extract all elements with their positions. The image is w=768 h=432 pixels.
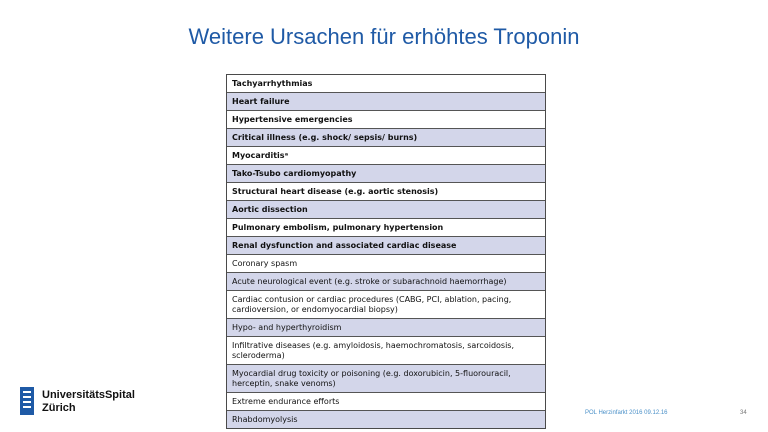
footer-text: POL Herzinfarkt 2016 09.12.16 (585, 410, 668, 416)
slide-title: Weitere Ursachen für erhöhtes Troponin (188, 24, 580, 49)
table-row: Hypertensive emergencies (227, 111, 545, 129)
causes-table (226, 74, 546, 429)
page-number: 34 (740, 410, 747, 416)
table-row: Tachyarrhythmias (227, 75, 545, 93)
table-row: Cardiac contusion or cardiac procedures (CABG, PCI, ablation, pacing, cardioversion, or endomyocardial biopsy) (227, 291, 545, 319)
hospital-logo (20, 387, 160, 419)
table-row: Tako-Tsubo cardiomyopathy (227, 165, 545, 183)
table-row: Myocardial drug toxicity or poisoning (e.g. doxorubicin, 5-fluorouracil, herceptin, snake venoms) (227, 365, 545, 393)
logo-line-2: Zürich (42, 402, 76, 414)
table-row: Extreme endurance efforts (227, 393, 545, 411)
table-row: Renal dysfunction and associated cardiac disease (227, 237, 545, 255)
table-row: Heart failure (227, 93, 545, 111)
table-row: Structural heart disease (e.g. aortic stenosis) (227, 183, 545, 201)
university-hospital-logo-icon (20, 387, 34, 415)
table-row: Critical illness (e.g. shock/ sepsis/ burns) (227, 129, 545, 147)
table-row: Aortic dissection (227, 201, 545, 219)
table-row: Infiltrative diseases (e.g. amyloidosis, haemochromatosis, sarcoidosis, scleroderma) (227, 337, 545, 365)
table-row: Hypo- and hyperthyroidism (227, 319, 545, 337)
table-row: Acute neurological event (e.g. stroke or subarachnoid haemorrhage) (227, 273, 545, 291)
table-row: Rhabdomyolysis (227, 411, 545, 428)
logo-line-1: UniversitätsSpital (42, 389, 135, 401)
table-row: Myocarditisᵃ (227, 147, 545, 165)
table-row: Pulmonary embolism, pulmonary hypertension (227, 219, 545, 237)
table-row: Coronary spasm (227, 255, 545, 273)
logo-text (42, 389, 135, 415)
